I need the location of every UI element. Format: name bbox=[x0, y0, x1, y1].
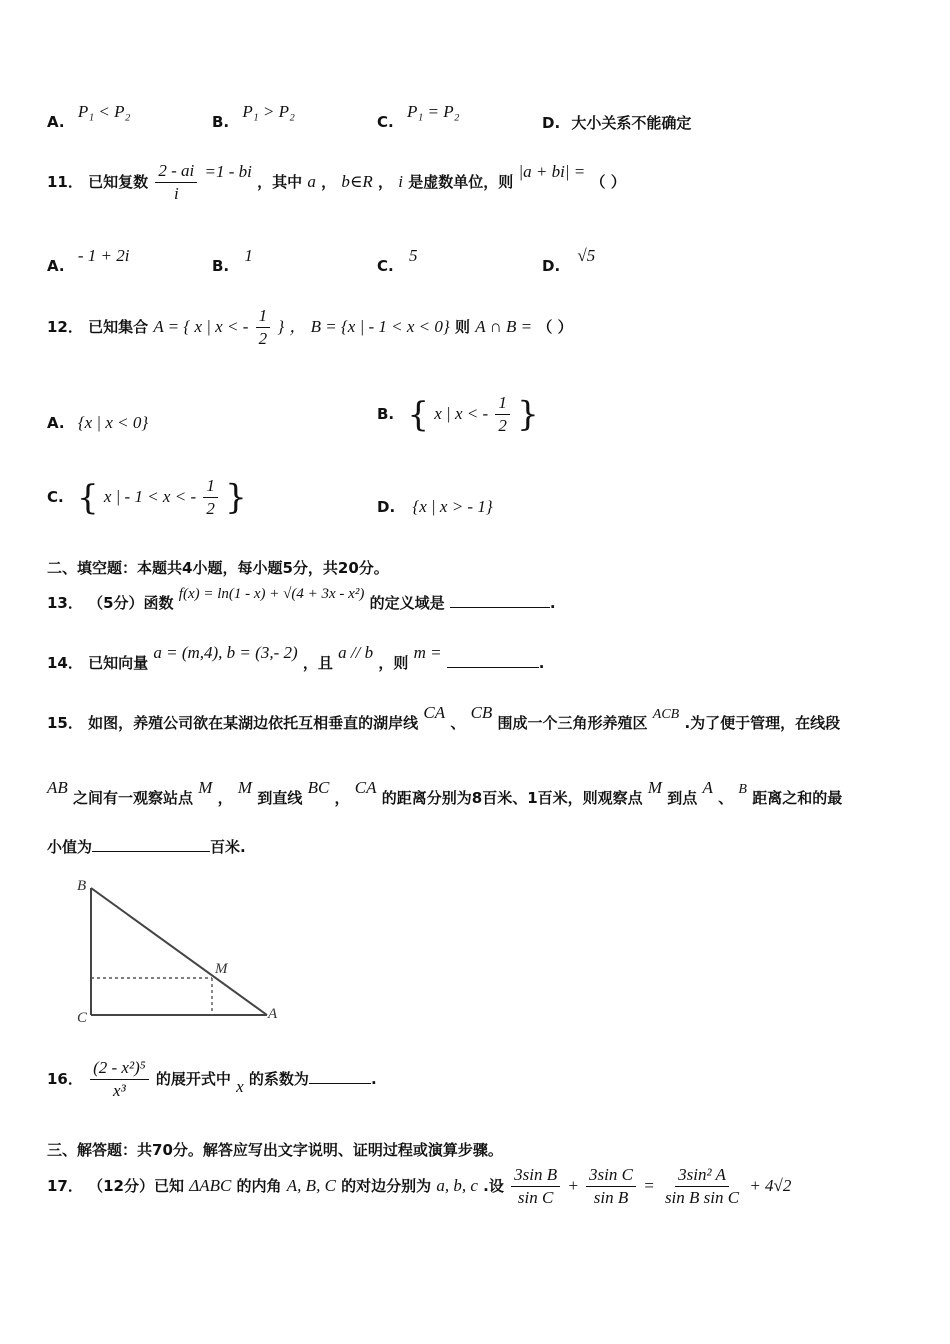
q14-answer-blank[interactable] bbox=[447, 653, 539, 668]
q11-sep2: ， bbox=[378, 173, 394, 191]
q17-tail: + 4√2 bbox=[749, 1176, 792, 1195]
q15-t10: 百米. bbox=[210, 838, 246, 856]
q13-end: . bbox=[549, 594, 556, 612]
q12-c-num: 1 bbox=[203, 475, 218, 498]
option-d-text: 大小关系不能确定 bbox=[571, 114, 692, 132]
question-11 bbox=[47, 160, 626, 205]
q15-t8: 距离之和的最 bbox=[752, 789, 843, 807]
q11-d-val: √5 bbox=[577, 246, 596, 265]
q11-lead: 已知复数 bbox=[88, 173, 149, 191]
q12-paren: （ ） bbox=[537, 318, 573, 336]
q12-c-label: C. bbox=[47, 488, 64, 506]
q12-b-num: 1 bbox=[495, 392, 510, 415]
q14-m: m = bbox=[413, 643, 442, 662]
q17-frac-1 bbox=[511, 1164, 560, 1209]
q17-frac-2 bbox=[586, 1164, 636, 1209]
q11-i: i bbox=[398, 172, 403, 191]
q16-num: (2 - x²)⁵ bbox=[90, 1057, 149, 1080]
question-17 bbox=[47, 1164, 791, 1209]
q12-c-frac bbox=[203, 475, 218, 520]
segment-ab bbox=[91, 888, 267, 1015]
q12-half bbox=[256, 305, 271, 350]
q11-paren: （ ） bbox=[590, 173, 626, 191]
q12-set-a-end: } bbox=[277, 317, 285, 336]
q17-set: .设 bbox=[483, 1177, 504, 1195]
q15-t3: .为了便于管理，在线段 bbox=[684, 714, 841, 732]
question-16 bbox=[47, 1057, 377, 1102]
q15-triangle-figure bbox=[75, 872, 290, 1032]
q12-d-label: D. bbox=[377, 498, 396, 516]
q16-den: x³ bbox=[113, 1081, 126, 1100]
question-15-line-2 bbox=[47, 778, 843, 808]
option-a-label: A. bbox=[47, 113, 65, 131]
q12-option-d bbox=[377, 497, 493, 517]
q11-number: 11． bbox=[47, 173, 83, 191]
q17-mid: 的内角 bbox=[236, 1177, 282, 1195]
q15-t1: 如图，养殖公司欲在某湖边依托互相垂直的湖岸线 bbox=[88, 714, 419, 732]
q11-c-val: 5 bbox=[408, 246, 418, 265]
q11-c-label: C. bbox=[377, 257, 394, 275]
q12-b-den: 2 bbox=[498, 416, 507, 435]
q17-f3-den: sin B sin C bbox=[664, 1188, 740, 1207]
q15-bc: BC bbox=[307, 778, 330, 797]
option-b-expr: P₁ > P₂ bbox=[242, 102, 295, 121]
option-c-expr: P₁ = P₂ bbox=[406, 102, 460, 121]
q15-dun: 、 bbox=[450, 714, 466, 732]
q17-plus: + bbox=[567, 1176, 579, 1195]
q15-cb: CB bbox=[470, 703, 493, 722]
q14-then: ，则 bbox=[378, 654, 409, 672]
q13-answer-blank[interactable] bbox=[450, 593, 550, 608]
q11-rhs: =1 - bi bbox=[204, 162, 252, 181]
q11-d-label: D. bbox=[542, 257, 561, 275]
q15-acb: ACB bbox=[652, 707, 680, 722]
label-a: A bbox=[268, 1006, 278, 1022]
q15-t4: 之间有一观察站点 bbox=[73, 789, 194, 807]
q12-b-frac bbox=[495, 392, 510, 437]
q12-option-b bbox=[377, 392, 539, 437]
q12-c-den: 2 bbox=[206, 499, 215, 518]
label-b: B bbox=[77, 878, 87, 894]
q15-t9: 小值为 bbox=[47, 838, 93, 856]
q10-option-d bbox=[542, 112, 691, 133]
q13-number: 13． bbox=[47, 594, 83, 612]
q12-c-brace-left: { bbox=[76, 477, 99, 518]
q13-func: f(x) = ln(1 - x) + √(4 + 3x - x²) bbox=[178, 586, 365, 602]
q12-number: 12． bbox=[47, 318, 83, 336]
q15-dun2: 、 bbox=[718, 789, 734, 807]
q12-c-brace-right: } bbox=[225, 477, 247, 518]
q17-f3-num: 3sin² A bbox=[675, 1164, 729, 1187]
q15-ca: CA bbox=[423, 703, 446, 722]
q15-number: 15． bbox=[47, 714, 83, 732]
q12-then: 则 bbox=[454, 318, 470, 336]
q13-score: （5分）函数 bbox=[88, 594, 174, 612]
q12-a-label: A. bbox=[47, 414, 65, 432]
q17-f2-num: 3sin C bbox=[586, 1164, 636, 1187]
q17-f1-num: 3sin B bbox=[511, 1164, 560, 1187]
q16-end: . bbox=[370, 1070, 377, 1088]
option-c-label: C. bbox=[377, 113, 394, 131]
q14-end: . bbox=[538, 654, 545, 672]
q14-lead: 已知向量 bbox=[88, 654, 149, 672]
q17-tri: ΔABC bbox=[189, 1176, 232, 1195]
q10-option-c bbox=[377, 102, 460, 132]
q17-sides: a, b, c bbox=[436, 1176, 478, 1195]
q15-m1: M bbox=[198, 778, 213, 797]
q12-b-label: B. bbox=[377, 405, 395, 423]
q12-option-c bbox=[47, 475, 247, 520]
q12-b-val: x | x < - bbox=[434, 404, 489, 423]
q15-answer-blank[interactable] bbox=[92, 837, 210, 852]
q17-frac-3 bbox=[662, 1164, 742, 1209]
q16-mid: 的展开式中 bbox=[155, 1070, 231, 1088]
label-m: M bbox=[215, 961, 228, 977]
question-15-line-3 bbox=[47, 836, 246, 857]
q12-lead: 已知集合 bbox=[88, 318, 149, 336]
q12-half-num: 1 bbox=[256, 305, 271, 328]
q15-ab: AB bbox=[47, 778, 68, 797]
q15-t7: 到点 bbox=[667, 789, 698, 807]
q17-mid2: 的对边分别为 bbox=[341, 1177, 432, 1195]
q11-option-c bbox=[377, 246, 418, 276]
q14-par: a // b bbox=[338, 643, 374, 662]
question-12 bbox=[47, 305, 573, 350]
q16-number: 16． bbox=[47, 1070, 83, 1088]
q11-b-in-r: b∈R bbox=[341, 172, 373, 191]
q17-lead: （12分）已知 bbox=[88, 1177, 184, 1195]
option-a-expr: P₁ < P₂ bbox=[77, 102, 131, 121]
section-3-heading: 三、解答题：共70分。解答应写出文字说明、证明过程或演算步骤。 bbox=[47, 1141, 503, 1159]
q15-ca2: CA bbox=[354, 778, 377, 797]
q10-option-b bbox=[212, 102, 295, 132]
q11-abs: |a + bi| = bbox=[518, 162, 586, 181]
q12-d-val: {x | x > - 1} bbox=[412, 497, 493, 516]
q11-a-val: - 1 + 2i bbox=[77, 246, 130, 265]
q11-frac-den: i bbox=[173, 184, 179, 203]
q13-tail: 的定义域是 bbox=[369, 594, 445, 612]
q11-a: a bbox=[307, 172, 316, 191]
q12-c-val: x | - 1 < x < - bbox=[103, 487, 197, 506]
q17-f2-den: sin B bbox=[593, 1188, 629, 1207]
q15-a: A bbox=[702, 778, 713, 797]
q15-m3: M bbox=[647, 778, 663, 797]
q15-t6: 的距离分别为8百米、1百米，则观察点 bbox=[381, 789, 643, 807]
q17-f1-den: sin C bbox=[517, 1188, 554, 1207]
q16-tail: 的系数为 bbox=[248, 1070, 309, 1088]
q11-mid1: ，其中 bbox=[257, 173, 303, 191]
q11-a-label: A. bbox=[47, 257, 65, 275]
q16-x: x bbox=[236, 1077, 244, 1096]
section-2-heading: 二、填空题：本题共4小题，每小题5分，共20分。 bbox=[47, 559, 389, 577]
q16-fraction bbox=[90, 1057, 149, 1102]
q11-mid2: 是虚数单位，则 bbox=[408, 173, 514, 191]
q15-t2: 围成一个三角形养殖区 bbox=[497, 714, 648, 732]
q17-number: 17． bbox=[47, 1177, 83, 1195]
q15-m2: M bbox=[237, 778, 253, 797]
q12-set-b: ， B = {x | - 1 < x < 0} bbox=[289, 317, 450, 336]
q11-b-label: B. bbox=[212, 257, 230, 275]
q14-mid: ，且 bbox=[302, 654, 333, 672]
q11-fraction bbox=[155, 160, 197, 205]
q12-b-brace-left: { bbox=[407, 394, 430, 435]
q11-b-val: 1 bbox=[244, 246, 253, 265]
q12-option-a bbox=[47, 413, 148, 433]
q16-answer-blank[interactable] bbox=[309, 1069, 371, 1084]
option-b-label: B. bbox=[212, 113, 230, 131]
q12-set-a: A = { x | x < - bbox=[153, 317, 249, 336]
option-d-label: D. bbox=[542, 114, 561, 132]
q12-inter: A ∩ B = bbox=[475, 317, 533, 336]
q15-t5: 到直线 bbox=[257, 789, 303, 807]
label-c: C bbox=[77, 1010, 88, 1026]
q14-vec: a = (m,4), b = (3,- 2) bbox=[153, 643, 298, 662]
q10-options bbox=[47, 102, 131, 132]
q17-eq: = bbox=[643, 1176, 655, 1195]
q12-half-den: 2 bbox=[258, 329, 268, 348]
q15-b: B bbox=[738, 782, 747, 797]
q11-option-a bbox=[47, 246, 130, 276]
q14-number: 14． bbox=[47, 654, 83, 672]
q12-b-brace-right: } bbox=[517, 394, 539, 435]
q12-a-val: {x | x < 0} bbox=[77, 413, 149, 432]
question-13 bbox=[47, 586, 556, 613]
question-14 bbox=[47, 643, 545, 673]
q15-comma: ， bbox=[217, 789, 233, 807]
q11-frac-num: 2 - ai bbox=[155, 160, 197, 183]
q11-option-d bbox=[542, 246, 596, 276]
q11-sep: ， bbox=[321, 173, 337, 191]
q15-comma2: ， bbox=[334, 789, 350, 807]
q11-option-b bbox=[212, 246, 253, 276]
question-15-line-1 bbox=[47, 703, 841, 733]
q17-angles: A, B, C bbox=[286, 1176, 336, 1195]
